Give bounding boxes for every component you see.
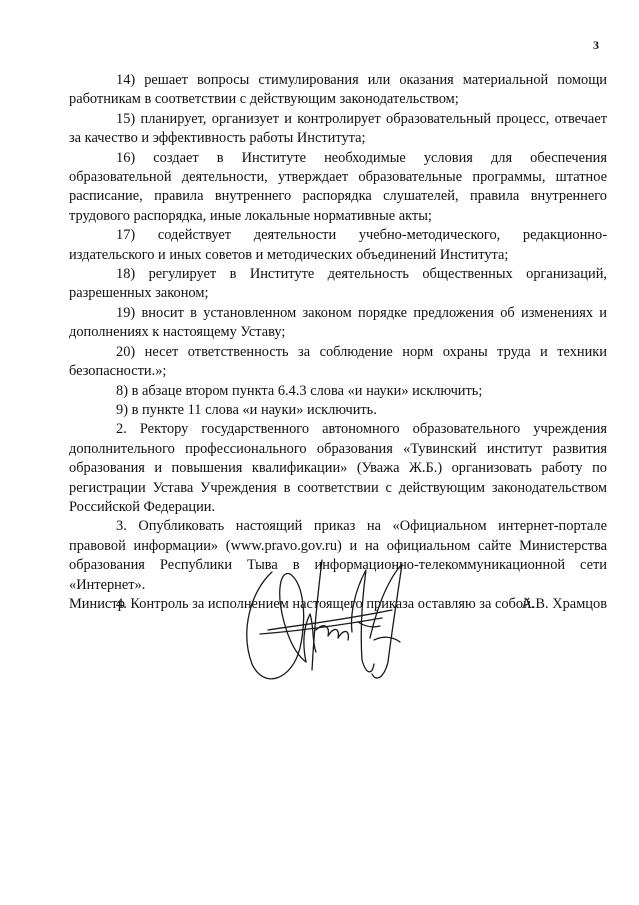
paragraph-item-20: 20) несет ответственность за соблюдение норм охраны труда и техники безопасности.»; [69, 343, 607, 380]
paragraph-item-18: 18) регулирует в Институте деятельность общественных организаций, разрешенных законом; [69, 266, 607, 302]
signatory-title: Министр [69, 596, 125, 612]
paragraph-item-9: 9) в пункте 11 слова «и науки» исключить. [116, 401, 377, 418]
handwritten-signature [232, 552, 412, 692]
paragraph-point-2: 2. Ректору государственного автономного образовательного учреждения дополнительного профессионального образования «Тувинский институт развития образования и повышения квалификации» (Уважа Ж.Б.) организовать работу по регистрации Устава Учреждения в соответствии с действующим законодательством Российской Федерации. [69, 421, 607, 515]
paragraph-item-19: 19) вносит в установленном законом порядке предложения об изменениях и дополнениях к настоящему Уставу; [69, 304, 607, 341]
signatory-name: А.В. Храмцов [521, 596, 607, 612]
paragraph-point-4: 4. Контроль за исполнением настоящего приказа оставляю за собой. [116, 595, 535, 612]
document-body [69, 71, 607, 614]
paragraph-item-15: 15) планирует, организует и контролирует образовательный процесс, отвечает за качество и эффективность работы Института; [69, 110, 607, 147]
page-number: 3 [593, 38, 599, 52]
paragraph-item-16: 16) создает в Институте необходимые условия для обеспечения образовательной деятельности, утверждает образовательные программы, штатное расписание, правила внутреннего распорядка слушателей, правила внутреннего трудового распорядка, иные локальные нормативные акты; [69, 149, 607, 224]
paragraph-item-17: 17) содействует деятельности учебно-методического, редакционно-издательского и иных советов и методических объединений Института; [69, 227, 607, 263]
paragraph-point-3: 3. Опубликовать настоящий приказ на «Официальном интернет-портале правовой информации» (www.pravo.gov.ru) и на официальном сайте Министерства образования Республики Тыва в информационно-телекоммуникационной сети «Интернет». [69, 518, 607, 593]
paragraph-item-14: 14) решает вопросы стимулирования или оказания материальной помощи работникам в соответствии с действующим законодательством; [69, 72, 607, 108]
paragraph-item-8: 8) в абзаце втором пункта 6.4.3 слова «и науки» исключить; [116, 382, 483, 399]
